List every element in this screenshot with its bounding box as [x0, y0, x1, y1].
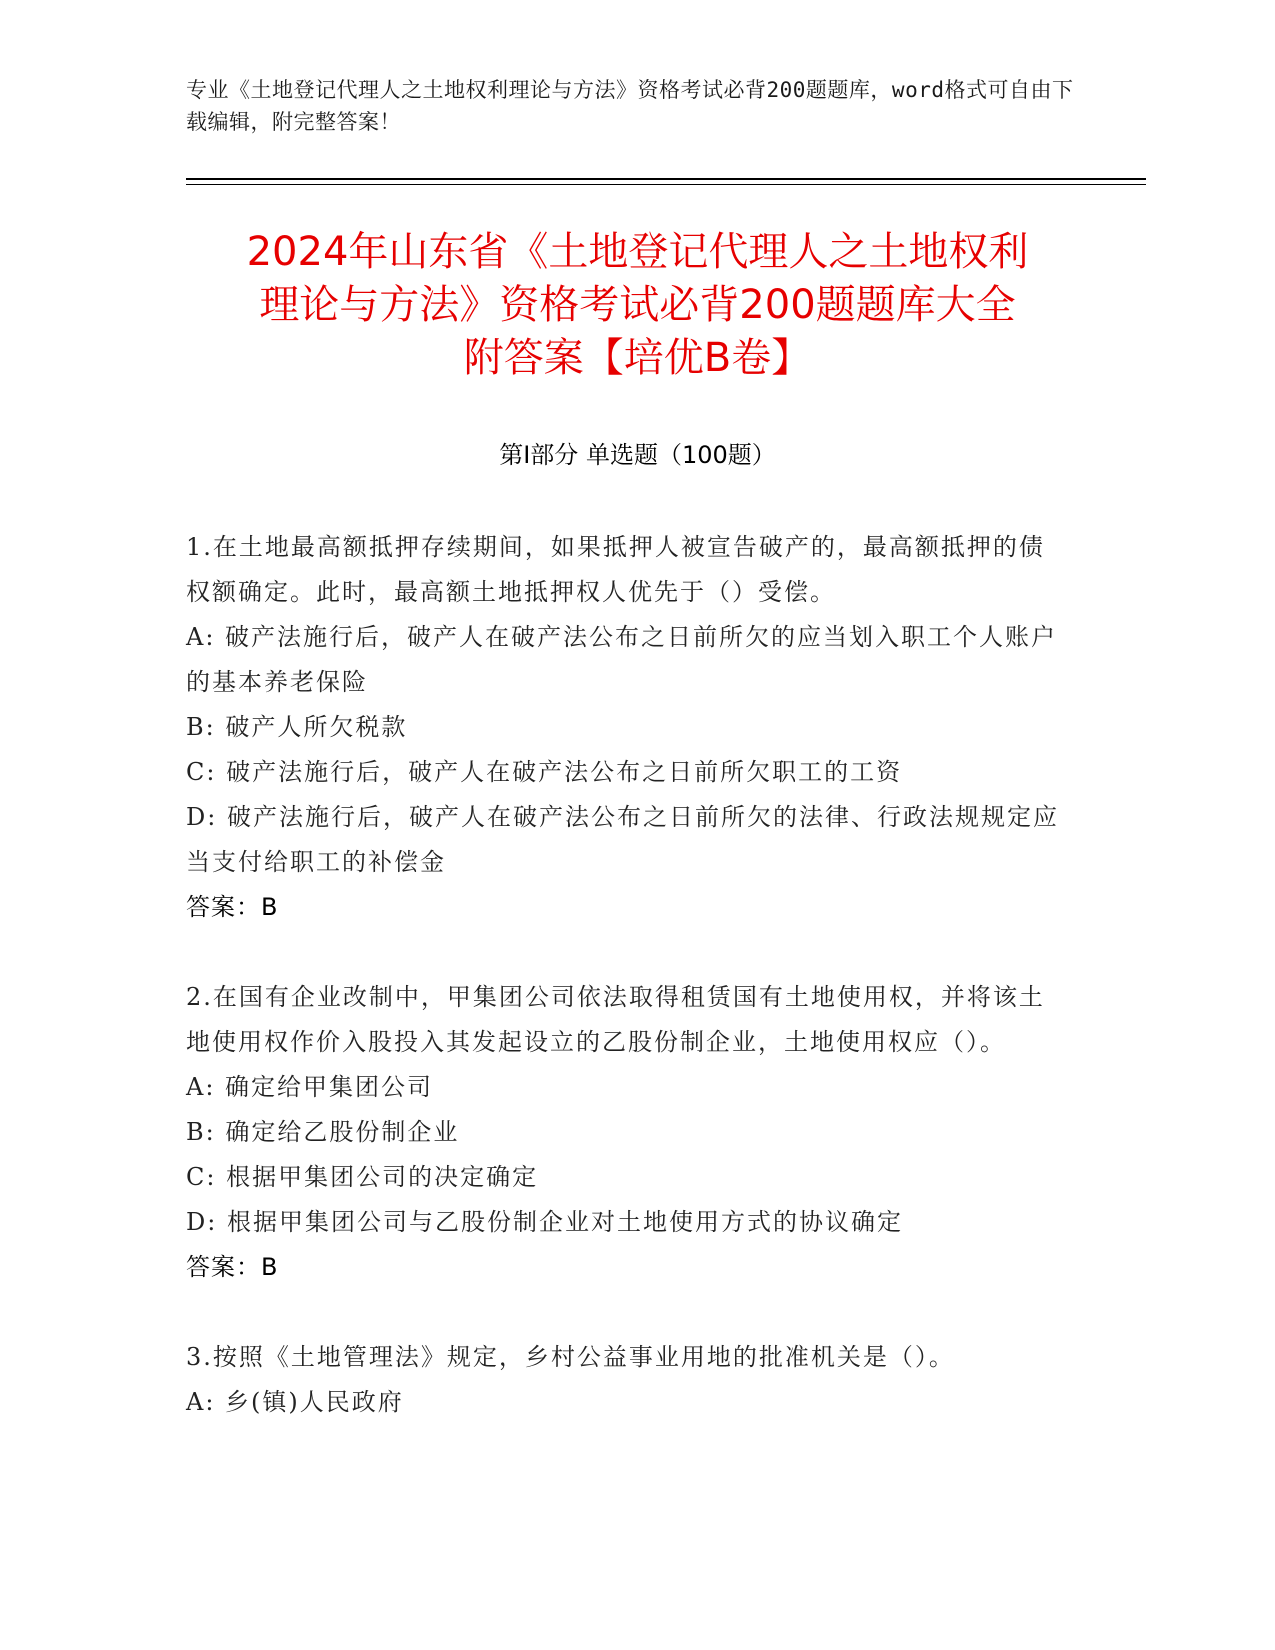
question-list — [186, 525, 1066, 1425]
question-2 — [186, 975, 1066, 1290]
option-a: A: 确定给甲集团公司 — [186, 1073, 434, 1101]
title-line-2: 理论与方法》资格考试必背200题题库大全 — [259, 282, 1016, 328]
title-line-3: 附答案【培优B卷】 — [463, 335, 812, 381]
option-a: A: 破产法施行后，破产人在破产法公布之日前所欠的应当划入职工个人账户的基本养老保险 — [186, 623, 1058, 696]
option-a: A: 乡(镇)人民政府 — [186, 1388, 404, 1416]
option-c: C: 破产法施行后，破产人在破产法公布之日前所欠职工的工资 — [186, 758, 903, 786]
option-d: D: 根据甲集团公司与乙股份制企业对土地使用方式的协议确定 — [186, 1208, 903, 1236]
answer-line: 答案：B — [186, 1253, 279, 1281]
document-title — [160, 226, 1115, 385]
question-1 — [186, 525, 1066, 930]
option-b: B: 确定给乙股份制企业 — [186, 1118, 460, 1146]
question-stem: 2.在国有企业改制中，甲集团公司依法取得租赁国有土地使用权，并将该土地使用权作价入股投入其发起设立的乙股份制企业，土地使用权应（）。 — [186, 983, 1045, 1056]
option-d: D: 破产法施行后，破产人在破产法公布之日前所欠的法律、行政法规规定应当支付给职工的补偿金 — [186, 803, 1059, 876]
answer-line: 答案：B — [186, 893, 279, 921]
option-c: C: 根据甲集团公司的决定确定 — [186, 1163, 539, 1191]
option-b: B: 破产人所欠税款 — [186, 713, 408, 741]
question-stem: 3.按照《土地管理法》规定，乡村公益事业用地的批准机关是（）。 — [186, 1343, 955, 1371]
section-title: 第I部分 单选题（100题） — [499, 441, 776, 469]
header-note: 专业《土地登记代理人之土地权利理论与方法》资格考试必背200题题库，word格式可自由下载编辑，附完整答案！ — [186, 78, 1074, 134]
title-line-1: 2024年山东省《土地登记代理人之土地权利 — [246, 229, 1029, 275]
header-divider-thin — [186, 184, 1146, 185]
question-3 — [186, 1335, 1066, 1425]
header-divider-thick — [186, 178, 1146, 180]
question-stem: 1.在土地最高额抵押存续期间，如果抵押人被宣告破产的，最高额抵押的债权额确定。此时，最高额土地抵押权人优先于（）受偿。 — [186, 533, 1045, 606]
